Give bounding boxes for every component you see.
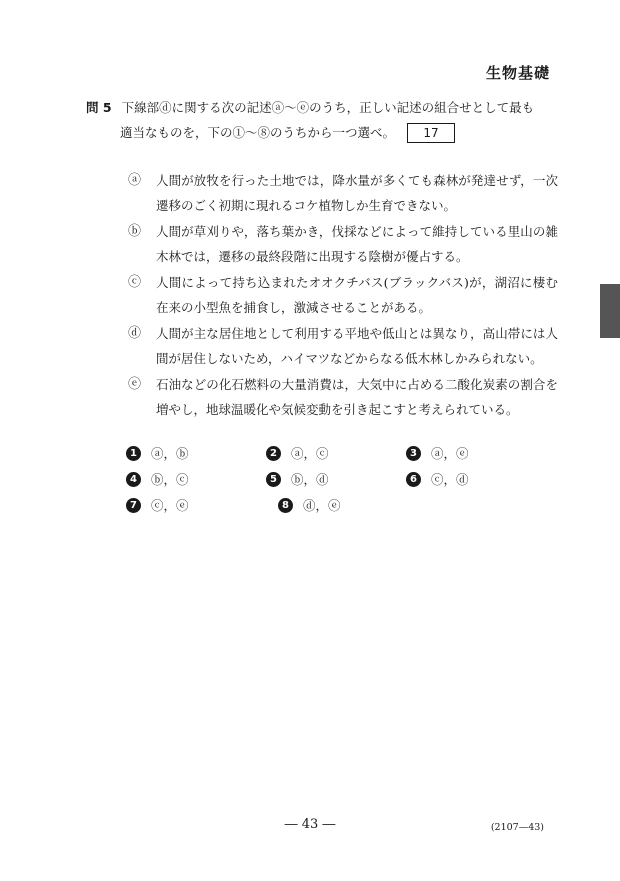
choice-4[interactable] <box>126 470 266 488</box>
subject-heading: 生物基礎 <box>485 64 550 82</box>
choice-row <box>126 440 546 466</box>
page-code: (2107—43) <box>490 822 544 833</box>
choice-grid <box>126 440 546 518</box>
statement-mark: ⓑ <box>128 224 142 239</box>
statement-mark: ⓓ <box>128 326 142 341</box>
page-number: ― 43 ― <box>284 817 336 832</box>
statement-text: 人間が放牧を行った土地では，降水量が多くても森林が発達せず，一次遷移のごく初期に現れるコケ植物しか生育できない。 <box>156 173 558 213</box>
choice-3[interactable] <box>406 444 546 462</box>
statement-mark: ⓔ <box>128 377 142 392</box>
choice-2[interactable] <box>266 444 406 462</box>
statement-b <box>128 219 558 269</box>
question-line-1 <box>86 95 556 120</box>
statement-text: 人間が主な居住地として利用する平地や低山とは異なり，高山帯には人間が居住しないため，ハイマツなどからなる低木林しかみられない。 <box>156 326 558 366</box>
choice-text: ⓓ，ⓔ <box>303 498 341 513</box>
question-line-2 <box>86 120 556 145</box>
choice-6[interactable] <box>406 470 546 488</box>
choice-text: ⓒ，ⓔ <box>151 498 189 513</box>
choice-number-badge: 6 <box>406 472 421 487</box>
choice-row <box>126 492 546 518</box>
answer-box[interactable]: 17 <box>407 123 455 143</box>
statement-text: 人間によって持ち込まれたオオクチバス(ブラックバス)が，湖沼に棲む在来の小型魚を捕食し，激減させることがある。 <box>156 275 558 315</box>
question-text-1: 下線部ⓓに関する次の記述ⓐ～ⓔのうち，正しい記述の組合せとして最も <box>121 100 535 115</box>
choice-8[interactable] <box>278 496 430 514</box>
question-text-2: 適当なものを，下の①～⑧のうちから一つ選べ。 <box>120 125 396 140</box>
choice-number-badge: 8 <box>278 498 293 513</box>
statement-text: 人間が草刈りや，落ち葉かき，伐採などによって維持している里山の雑木林では，遷移の最終段階に出現する陰樹が優占する。 <box>156 224 558 264</box>
choice-text: ⓐ，ⓔ <box>431 446 469 461</box>
choice-text: ⓑ，ⓓ <box>291 472 329 487</box>
choice-1[interactable] <box>126 444 266 462</box>
statement-mark: ⓐ <box>128 173 142 188</box>
question-number: 問 5 <box>86 100 112 115</box>
choice-text: ⓐ，ⓒ <box>291 446 329 461</box>
choice-number-badge: 1 <box>126 446 141 461</box>
choice-number-badge: 7 <box>126 498 141 513</box>
choice-5[interactable] <box>266 470 406 488</box>
statement-e <box>128 372 558 422</box>
choice-row <box>126 466 546 492</box>
choice-text: ⓐ，ⓑ <box>151 446 189 461</box>
statement-d <box>128 321 558 371</box>
statement-mark: ⓒ <box>128 275 142 290</box>
choice-7[interactable] <box>126 496 278 514</box>
choice-number-badge: 2 <box>266 446 281 461</box>
section-tab-marker <box>600 284 620 338</box>
statement-text: 石油などの化石燃料の大量消費は，大気中に占める二酸化炭素の割合を増やし，地球温暖化や気候変動を引き起こすと考えられている。 <box>156 377 558 417</box>
question-block <box>86 95 556 145</box>
statement-a <box>128 168 558 218</box>
choice-number-badge: 5 <box>266 472 281 487</box>
choice-text: ⓒ，ⓓ <box>431 472 469 487</box>
statement-list <box>128 168 558 423</box>
choice-text: ⓑ，ⓒ <box>151 472 189 487</box>
statement-c <box>128 270 558 320</box>
choice-number-badge: 3 <box>406 446 421 461</box>
choice-number-badge: 4 <box>126 472 141 487</box>
